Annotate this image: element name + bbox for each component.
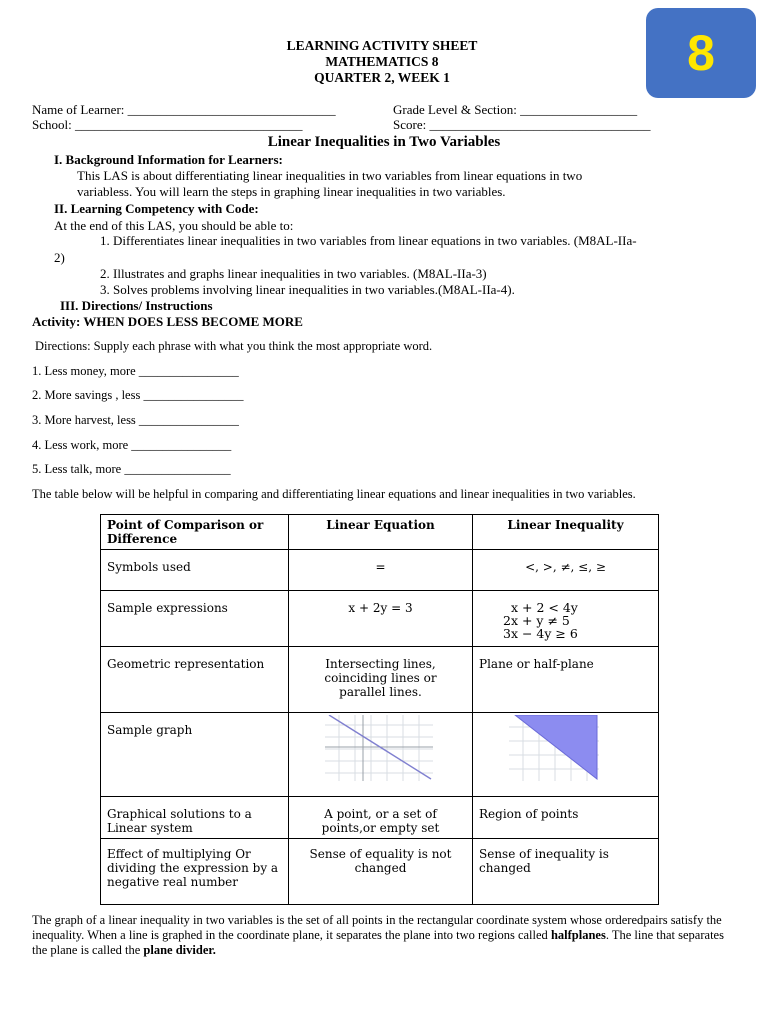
inequality-effect: Sense of inequality is changed [473,839,659,905]
equation-graph-cell [289,713,473,797]
inequality-geometry: Plane or half-plane [473,647,659,713]
inequality-symbols: <, >, ≠, ≤, ≥ [473,550,659,591]
half-plane-graph [509,715,599,781]
lesson-title: Linear Inequalities in Two Variables [267,134,501,150]
sheet-title: LEARNING ACTIVITY SHEET [286,38,478,53]
phrase-item[interactable]: 3. More harvest, less ________________ [32,413,239,427]
inequality-expressions [473,591,659,647]
equation-symbol: = [289,550,473,591]
activity-title: Activity: WHEN DOES LESS BECOME MORE [32,314,303,329]
phrase-item[interactable]: 5. Less talk, more _________________ [32,462,231,476]
phrase-item[interactable]: 1. Less money, more ________________ [32,364,239,378]
quarter-week: QUARTER 2, WEEK 1 [314,70,450,85]
closing-paragraph [32,913,732,958]
section-1-text: variabless. You will learn the steps in graphing linear inequalities in two variables. [77,184,506,199]
row-label: Sample expressions [101,591,289,647]
equation-expression: x + 2y = 3 [289,591,473,647]
table-intro: The table below will be helpful in comparing and differentiating linear equations and linear inequalities in two variables. [32,487,636,501]
section-1-heading: I. Background Information for Learners: [54,152,283,167]
equation-effect: Sense of equality is not changed [289,839,473,905]
inequality-graph-cell [473,713,659,797]
table-row [101,839,659,905]
section-2-intro: At the end of this LAS, you should be able to: [54,218,294,233]
score-field[interactable]: Score: __________________________________ [393,117,651,132]
line-graph [325,715,433,781]
table-row [101,647,659,713]
section-2-heading: II. Learning Competency with Code: [54,201,259,216]
grade-badge [646,8,756,98]
equation-solutions: A point, or a set of points,or empty set [289,797,473,839]
inequality-expression: x + 2 < 4y [511,600,578,615]
grade-section-field[interactable]: Grade Level & Section: __________________ [393,102,638,117]
row-label: Graphical solutions to a Linear system [101,797,289,839]
section-1-text: This LAS is about differentiating linear inequalities in two variables from linear equations in two [77,168,583,183]
table-row [101,797,659,839]
table-row [101,550,659,591]
comparison-table [100,514,659,905]
row-label: Effect of multiplying Or dividing the expression by a negative real number [101,839,289,905]
closing-text: The graph of a linear inequality in two variables is the set of all points in the rectangular coordinate system whose orderedpairs satisfy the inequality. When a line is graphed in the coordinate plane, it separates the plane into two regions called [32,913,722,942]
equation-geometry: Intersecting lines, coinciding lines or parallel lines. [289,647,473,713]
grade-number: 8 [687,25,715,81]
term-plane-divider: plane divider. [143,943,216,957]
directions: Directions: Supply each phrase with what you think the most appropriate word. [35,339,433,353]
graph-grid [325,715,433,781]
row-label: Geometric representation [101,647,289,713]
term-halfplanes: halfplanes [550,928,606,942]
header-linear-equation: Linear Equation [289,515,473,550]
inequality-solutions: Region of points [473,797,659,839]
table-header-row [101,515,659,550]
competency-2: 2. Illustrates and graphs linear inequalities in two variables. (M8AL-IIa-3) [100,266,487,281]
school-field[interactable]: School: ___________________________________ [32,117,303,132]
section-3-heading: III. Directions/ Instructions [60,298,213,313]
closing-text: . The line that separates the plane is called the [32,928,724,957]
row-label: Symbols used [101,550,289,591]
inequality-expression: 3x − 4y ≥ 6 [503,626,578,641]
table-row [101,713,659,797]
header-linear-inequality: Linear Inequality [473,515,659,550]
inequality-expression: 2x + y ≠ 5 [503,613,570,628]
row-label: Sample graph [101,713,289,797]
header-point-of-comparison: Point of Comparison or Difference [101,515,289,550]
competency-1-code: 2) [54,250,65,265]
table-row [101,591,659,647]
phrase-item[interactable]: 2. More savings , less ________________ [32,388,244,402]
competency-1: 1. Differentiates linear inequalities in two variables from linear equations in two variables. (M8AL-IIa- [100,233,637,248]
subject: MATHEMATICS 8 [325,54,439,69]
competency-3: 3. Solves problems involving linear inequalities in two variables.(M8AL-IIa-4). [100,282,515,297]
learner-name-field[interactable]: Name of Learner: ________________________________ [32,102,336,117]
phrase-item[interactable]: 4. Less work, more ________________ [32,438,232,452]
